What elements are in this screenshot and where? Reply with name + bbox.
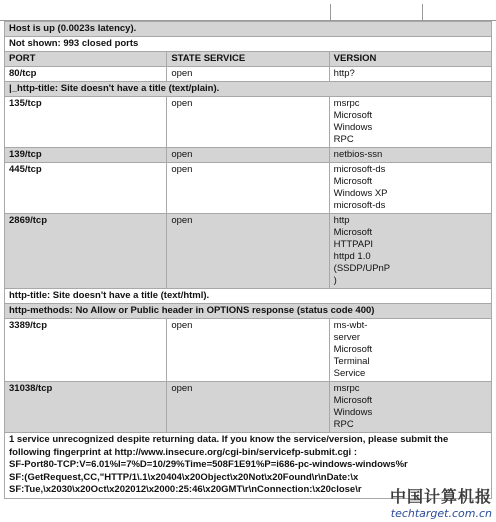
version-cell: msrpc Microsoft Windows RPC: [329, 382, 491, 433]
state-cell: open: [167, 148, 329, 163]
port-cell: 3389/tcp: [5, 319, 167, 382]
fingerprint-line: 1 service unrecognized despite returning data. If you know the service/version, please submit the: [9, 434, 449, 445]
state-cell: STATE SERVICE: [167, 52, 329, 67]
port-cell: 31038/tcp: [5, 382, 167, 433]
watermark-cn: 中国计算机报: [389, 487, 492, 506]
watermark-url: techtarget.com.cn: [390, 507, 492, 520]
port-cell: 445/tcp: [5, 163, 167, 214]
state-cell: open: [167, 214, 329, 289]
state-cell: open: [167, 67, 329, 82]
version-cell: VERSION: [329, 52, 491, 67]
table-header-row: [5, 52, 492, 67]
scan-results-table: [4, 21, 492, 499]
state-cell: open: [167, 382, 329, 433]
fingerprint-line: SF-Port80-TCP:V=6.01%I=7%D=10/29%Time=508F1E91%P=i686-pc-windows-windows%r: [9, 459, 408, 470]
port-cell: 135/tcp: [5, 97, 167, 148]
top-table-edge: [0, 4, 496, 21]
note-row: [5, 289, 492, 304]
note-row: [5, 82, 492, 97]
port-cell: 2869/tcp: [5, 214, 167, 289]
version-cell: msrpc Microsoft Windows RPC: [329, 97, 491, 148]
port-row: [5, 319, 492, 382]
note-row: [5, 22, 492, 37]
version-cell: microsoft-ds Microsoft Windows XP microsoft-ds: [329, 163, 491, 214]
version-cell: netbios-ssn: [329, 148, 491, 163]
state-cell: open: [167, 97, 329, 148]
port-row: [5, 148, 492, 163]
port-row: [5, 382, 492, 433]
note-row: [5, 304, 492, 319]
port-cell: PORT: [5, 52, 167, 67]
version-cell: http Microsoft HTTPAPI httpd 1.0 (SSDP/UPnP ): [329, 214, 491, 289]
port-row: [5, 67, 492, 82]
note-cell: |_http-title: Site doesn't have a title (text/plain).: [5, 82, 492, 97]
port-cell: 139/tcp: [5, 148, 167, 163]
version-cell: ms-wbt- server Microsoft Terminal Service: [329, 319, 491, 382]
fingerprint-line: SF:(GetRequest,CC,"HTTP/1\.1\x20404\x20Object\x20Not\x20Found\r\nDate:\x: [9, 471, 359, 483]
fingerprint-line: following fingerprint at http://www.insecure.org/cgi-bin/servicefp-submit.cgi :: [9, 446, 357, 458]
table-body: [5, 22, 492, 499]
port-row: [5, 214, 492, 289]
state-cell: open: [167, 319, 329, 382]
note-row: [5, 37, 492, 52]
port-cell: 80/tcp: [5, 67, 167, 82]
note-cell: http-methods: No Allow or Public header in OPTIONS response (status code 400): [5, 304, 492, 319]
note-cell: http-title: Site doesn't have a title (text/html).: [5, 289, 492, 304]
version-cell: http?: [329, 67, 491, 82]
port-row: [5, 97, 492, 148]
note-cell: Host is up (0.0023s latency).: [5, 22, 492, 37]
note-cell: Not shown: 993 closed ports: [5, 37, 492, 52]
fingerprint-line: SF:Tue,\x2030\x20Oct\x202012\x2000:25:46\x20GMT\r\nConnection:\x20close\r: [9, 484, 362, 495]
port-row: [5, 163, 492, 214]
watermark-logo: [390, 484, 492, 520]
state-cell: open: [167, 163, 329, 214]
